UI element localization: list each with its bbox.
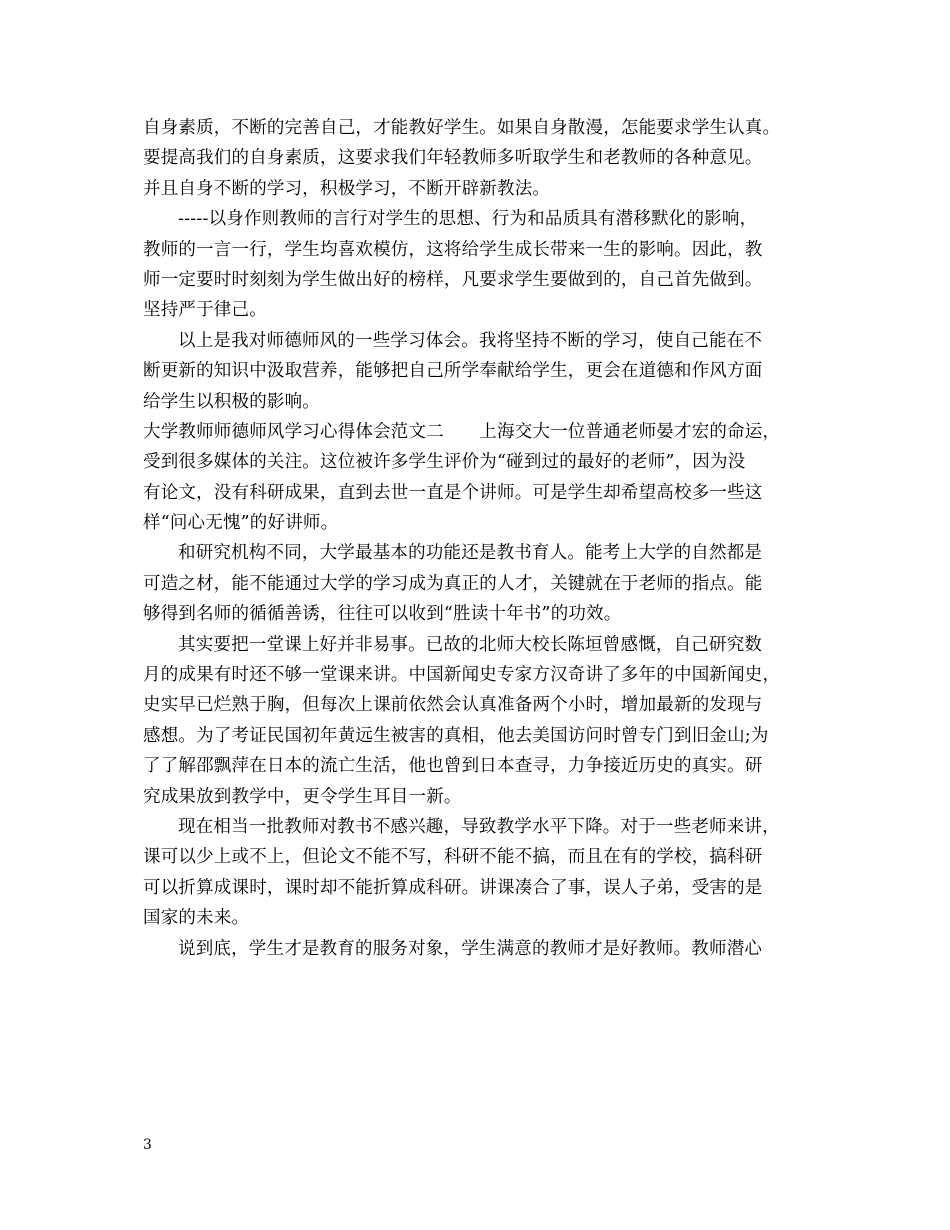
- document-body: [143, 113, 833, 964]
- text-line: 可以折算成课时，课时却不能折算成科研。讲课凑合了事，误人子弟，受害的是: [143, 877, 763, 898]
- text-line: 坚持严于律己。: [143, 300, 267, 321]
- text-line: 自身素质，不断的完善自己，才能教好学生。如果自身散漫，怎能要求学生认真。: [143, 118, 781, 138]
- text-line: 史实早已烂熟于胸，但每次上课前依然会认真准备两个小时，增加最新的发现与: [143, 695, 763, 716]
- text-line: 够得到名师的循循善诱，往往可以收到“胜读十年书”的功效。: [143, 604, 622, 625]
- text-line: 感想。为了考证民国初年黄远生被害的真相，他去美国访问时曾专门到旧金山;为: [143, 725, 769, 746]
- text-line: 大学教师师德师风学习心得体会范文二 上海交大一位普通老师晏才宏的命运，: [143, 421, 781, 442]
- text-line: 要提高我们的自身素质，这要求我们年轻教师多听取学生和老教师的各种意见。: [143, 148, 763, 169]
- text-line: 国家的未来。: [143, 908, 250, 929]
- text-line: 有论文，没有科研成果，直到去世一直是个讲师。可是学生却希望高校多一些这: [143, 482, 763, 503]
- text-line: 断更新的知识中汲取营养，能够把自己所学奉献给学生，更会在道德和作风方面: [143, 361, 763, 382]
- text-line: 究成果放到教学中，更令学生耳目一新。: [143, 786, 462, 807]
- text-line: 受到很多媒体的关注。这位被许多学生评价为“碰到过的最好的老师”，因为没: [143, 452, 746, 473]
- text-line: 课可以少上或不上，但论文不能不写，科研不能不搞，而且在有的学校，搞科研: [143, 847, 763, 868]
- text-line: -----以身作则教师的言行对学生的思想、行为和品质具有潜移默化的影响，: [178, 209, 758, 230]
- text-line: 并且自身不断的学习，积极学习，不断开辟新教法。: [143, 178, 551, 199]
- text-line: 说到底，学生才是教育的服务对象，学生满意的教师才是好教师。教师潜心: [178, 938, 763, 959]
- text-line: 了了解邵飘萍在日本的流亡生活，他也曾到日本查寻，力争接近历史的真实。研: [143, 756, 763, 777]
- text-line: 月的成果有时还不够一堂课来讲。中国新闻史专家方汉奇讲了多年的中国新闻史，: [143, 665, 781, 686]
- text-line: 给学生以积极的影响。: [143, 391, 320, 412]
- text-line: 以上是我对师德师风的一些学习体会。我将坚持不断的学习，使自己能在不: [178, 330, 763, 351]
- page-number: 3: [143, 1137, 152, 1153]
- text-line: 教师的一言一行，学生均喜欢模仿，这将给学生成长带来一生的影响。因此，教: [143, 239, 763, 260]
- text-line: 可造之材，能不能通过大学的学习成为真正的人才，关键就在于老师的指点。能: [143, 573, 763, 594]
- text-line: 和研究机构不同，大学最基本的功能还是教书育人。能考上大学的自然都是: [178, 543, 763, 564]
- text-line: 其实要把一堂课上好并非易事。已故的北师大校长陈垣曾感慨，自己研究数: [178, 634, 763, 655]
- text-line: 样“问心无愧”的好讲师。: [143, 513, 339, 534]
- text-line: 现在相当一批教师对教书不感兴趣，导致教学水平下降。对于一些老师来讲，: [178, 816, 780, 837]
- text-line: 师一定要时时刻刻为学生做出好的榜样，凡要求学生要做到的，自己首先做到。: [143, 269, 763, 290]
